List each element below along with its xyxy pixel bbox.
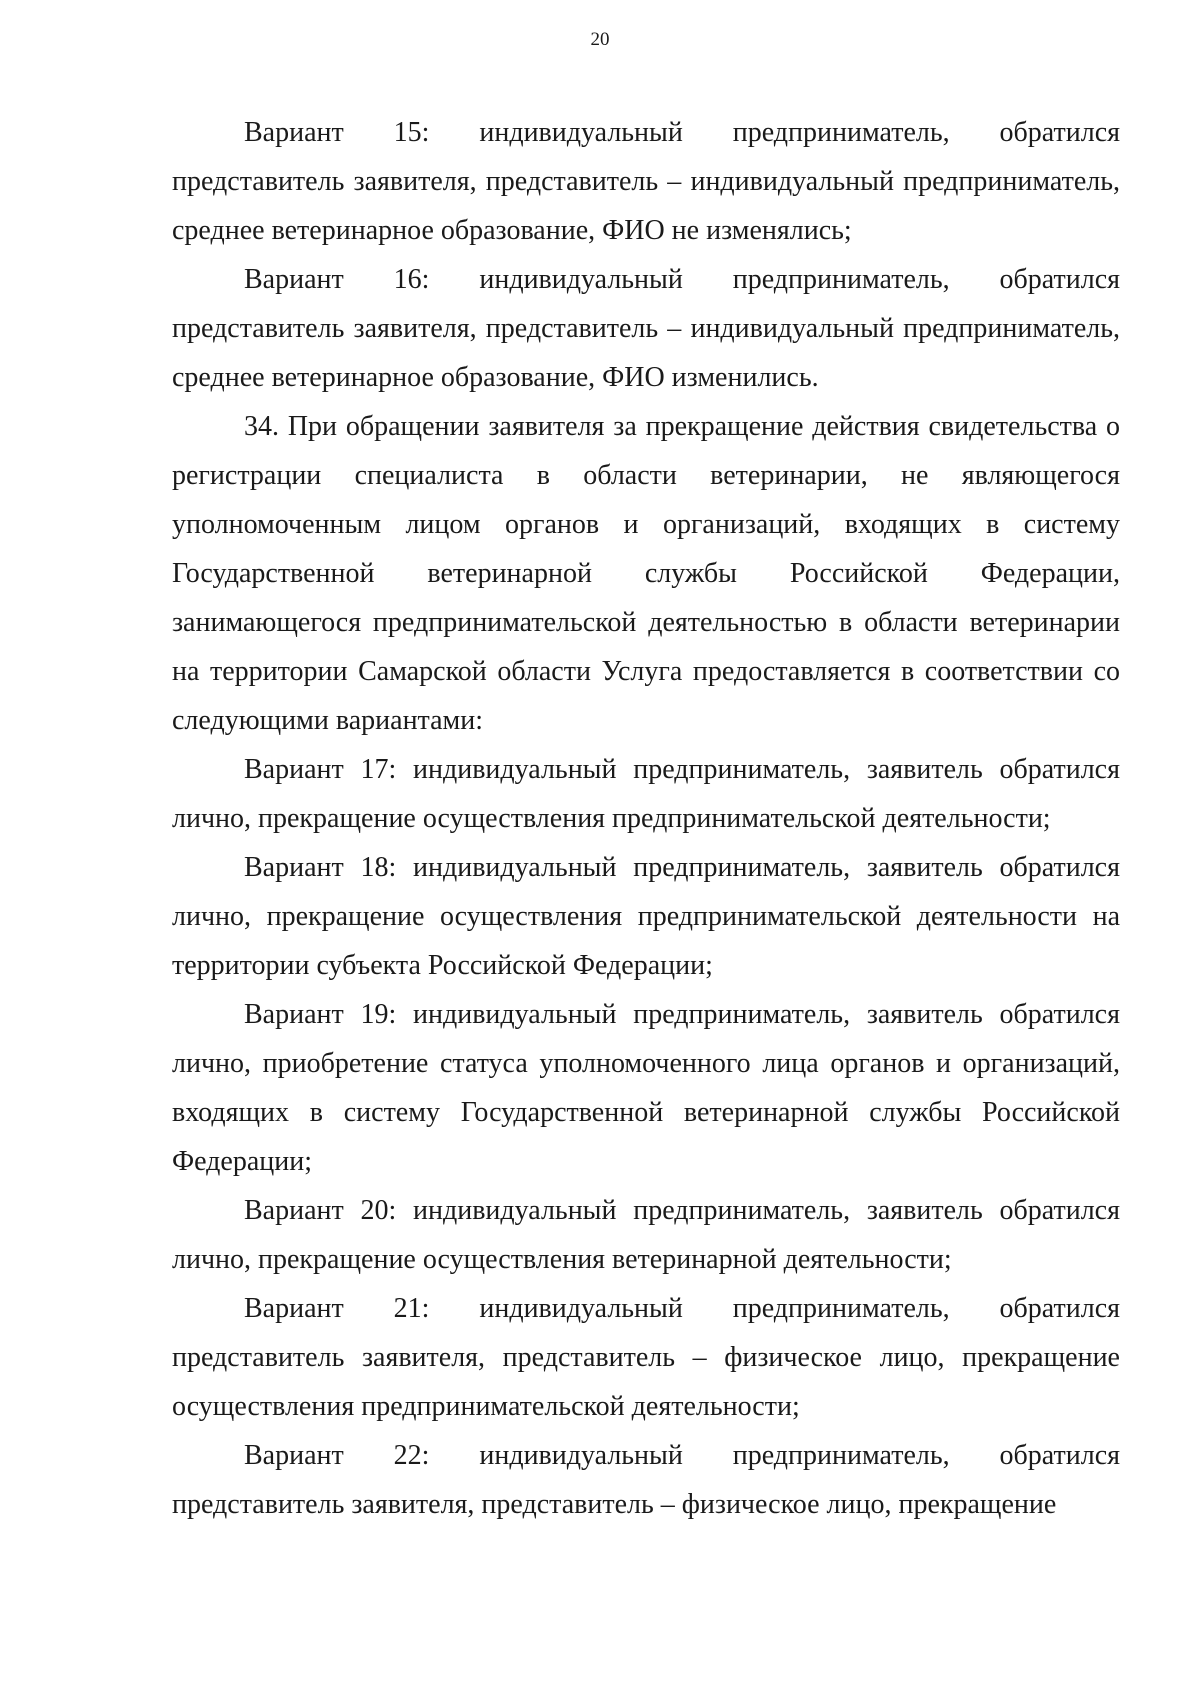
paragraph-clause-34: 34. При обращении заявителя за прекращение действия свидетельства о регистрации специалиста в области ветеринарии, не являющегося уполномоченным лицом органов и организаций, входящих в систему Государственной ветеринарной службы Российской Федерации, занимающегося предпринимательской деятельностью в области ветеринарии на территории Самарской области Услуга предоставляется в соответствии со следующими вариантами: xyxy=(172,411,1120,736)
paragraph-variant-17: Вариант 17: индивидуальный предприниматель, заявитель обратился лично, прекращение осуществления предпринимательской деятельности; xyxy=(172,754,1120,834)
page-number: 20 xyxy=(590,29,610,50)
paragraph-variant-21: Вариант 21: индивидуальный предприниматель, обратился представитель заявителя, представитель – физическое лицо, прекращение осуществления предпринимательской деятельности; xyxy=(172,1293,1120,1422)
paragraph-variant-15: Вариант 15: индивидуальный предприниматель, обратился представитель заявителя, представитель – индивидуальный предприниматель, среднее ветеринарное образование, ФИО не изменялись; xyxy=(172,117,1120,246)
paragraph-variant-19: Вариант 19: индивидуальный предприниматель, заявитель обратился лично, приобретение статуса уполномоченного лица органов и организаций, входящих в систему Государственной ветеринарной службы Российской Федерации; xyxy=(172,999,1120,1177)
paragraph-variant-20: Вариант 20: индивидуальный предприниматель, заявитель обратился лично, прекращение осуществления ветеринарной деятельности; xyxy=(172,1195,1120,1275)
paragraph-variant-18: Вариант 18: индивидуальный предприниматель, заявитель обратился лично, прекращение осуществления предпринимательской деятельности на территории субъекта Российской Федерации; xyxy=(172,852,1120,981)
document-body xyxy=(172,108,1120,1529)
paragraph-variant-22: Вариант 22: индивидуальный предприниматель, обратился представитель заявителя, представитель – физическое лицо, прекращение xyxy=(172,1440,1120,1520)
paragraph-variant-16: Вариант 16: индивидуальный предприниматель, обратился представитель заявителя, представитель – индивидуальный предприниматель, среднее ветеринарное образование, ФИО изменились. xyxy=(172,264,1120,393)
